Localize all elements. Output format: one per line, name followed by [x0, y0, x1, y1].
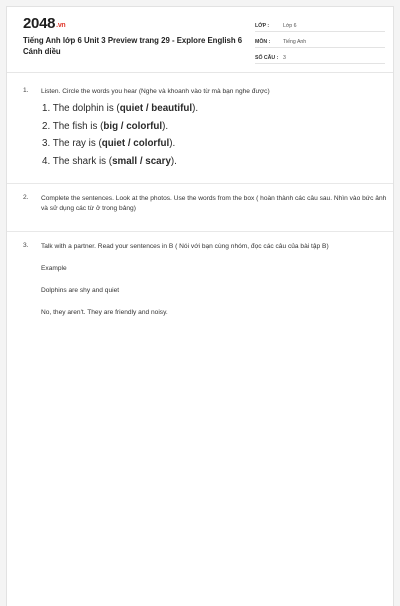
sentence-end: ). — [162, 120, 169, 132]
sentence-options: small / scary — [112, 155, 171, 167]
document-title: Tiếng Anh lớp 6 Unit 3 Preview trang 29 - Explore English 6 Cánh diều — [23, 36, 243, 56]
example-line-1: Dolphins are shy and quiet — [41, 287, 120, 294]
question-instruction: Talk with a partner. Read your sentences in B ( Nói với bạn cùng nhóm, đọc các câu của bài tập B) — [41, 243, 329, 250]
meta-value: Lớp 6 — [283, 23, 297, 29]
sentence-options: quiet / beautiful — [119, 103, 193, 114]
sentence-number: 2. — [42, 120, 51, 132]
sentence-end: ). — [169, 138, 176, 150]
sentence-text: The fish is ( — [52, 120, 104, 132]
sentence-item — [41, 100, 379, 118]
logo-suffix: .vn — [56, 22, 66, 29]
meta-label: SỐ CÂU : — [255, 55, 279, 61]
question-2 — [7, 183, 393, 231]
sentence-item — [41, 118, 379, 136]
meta-info — [255, 16, 385, 64]
sentence-number: 4. — [42, 155, 51, 167]
worksheet-page — [6, 6, 394, 606]
question-number: 1. — [23, 87, 29, 94]
meta-value: 3 — [283, 55, 286, 61]
sentence-options: quiet / colorful — [101, 138, 170, 150]
meta-row-subject — [255, 32, 385, 48]
sentence-end: ). — [170, 155, 177, 167]
meta-label: LỚP : — [255, 23, 270, 29]
sentence-number: 1. — [42, 103, 51, 114]
meta-label: MÔN : — [255, 39, 271, 45]
question-instruction: Listen. Circle the words you hear (Nghe và khoanh vào từ mà bạn nghe được) — [41, 88, 270, 95]
meta-row-class — [255, 16, 385, 32]
question-number: 2. — [23, 194, 29, 201]
example-line-2: No, they aren't. They are friendly and noisy. — [41, 309, 168, 316]
sentence-text: The dolphin is ( — [52, 103, 120, 114]
sentence-number: 3. — [42, 138, 51, 150]
question-number: 3. — [23, 242, 29, 249]
listening-sentences — [41, 100, 379, 170]
meta-row-count — [255, 48, 385, 64]
logo-text: 2048 — [23, 15, 56, 32]
sentence-item — [41, 153, 379, 171]
worksheet-header — [7, 7, 393, 73]
meta-value: Tiếng Anh — [283, 39, 307, 45]
sentence-end: ). — [192, 103, 199, 114]
sentence-options: big / colorful — [103, 120, 163, 132]
question-3 — [7, 231, 393, 318]
question-1 — [21, 87, 379, 183]
worksheet-content — [7, 73, 393, 318]
sentence-item — [41, 135, 379, 153]
sentence-text: The ray is ( — [52, 138, 102, 150]
sentence-text: The shark is ( — [52, 155, 113, 167]
example-label: Example — [41, 265, 67, 272]
site-logo[interactable] — [23, 15, 65, 32]
question-instruction: Complete the sentences. Look at the photos. Use the words from the box ( hoàn thành các câu sau. Nhìn vào bức ảnh và sử dụng các từ ở trong bảng) — [41, 195, 387, 212]
